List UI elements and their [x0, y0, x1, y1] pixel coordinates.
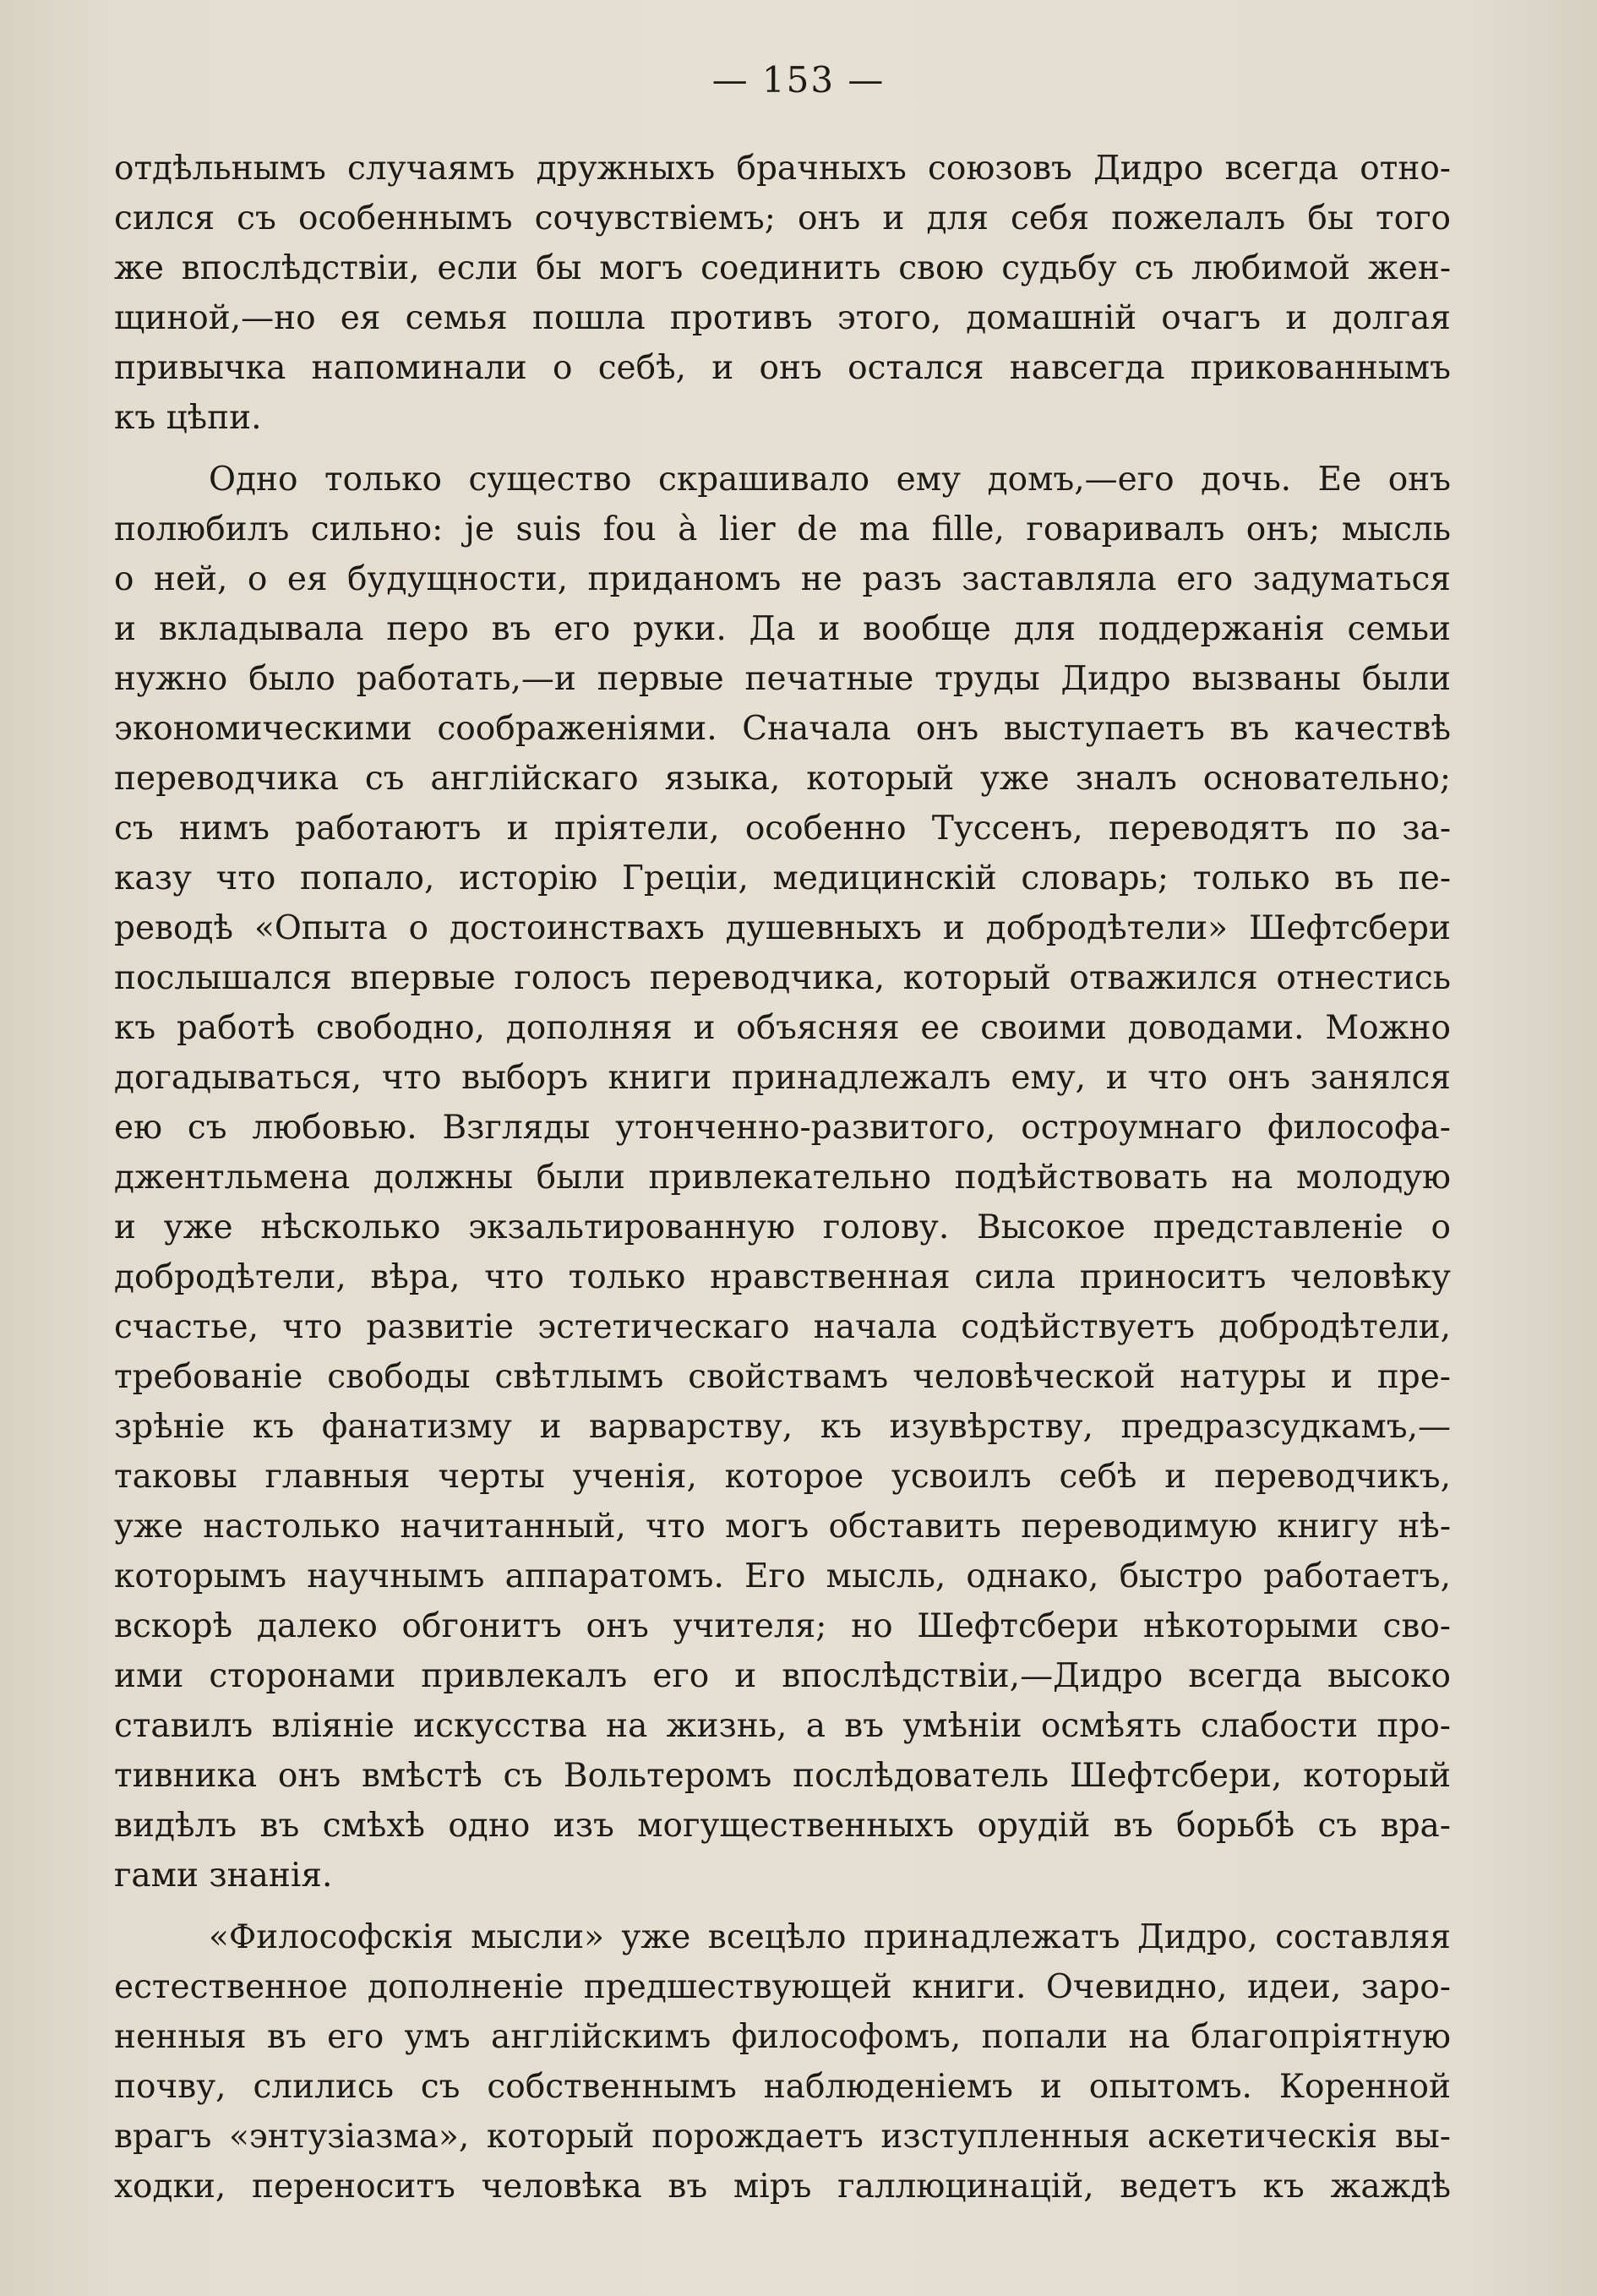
text-line: сился съ особеннымъ сочувствіемъ; онъ и для себя пожелалъ бы того [114, 199, 1451, 237]
text-line: ставилъ вліяніе искусства на жизнь, а въ умѣніи осмѣять слабости про- [114, 1707, 1451, 1745]
text-line: ходки, переноситъ человѣка въ міръ галлюцинацій, ведетъ къ жаждѣ [114, 2168, 1451, 2206]
text-line: тивника онъ вмѣстѣ съ Вольтеромъ послѣдователь Шефтсбери, который [114, 1757, 1451, 1795]
text-line: экономическими соображеніями. Сначала онъ выступаетъ въ качествѣ [114, 710, 1451, 748]
text-line: привычка напоминали о себѣ, и онъ остался навсегда прикованнымъ [114, 349, 1451, 387]
text-line: съ нимъ работаютъ и пріятели, особенно Туссенъ, переводятъ по за- [114, 810, 1451, 848]
text-line: и уже нѣсколько экзальтированную голову. Высокое представленіе о [114, 1208, 1451, 1246]
paragraph-1 [114, 144, 1451, 443]
text-line: послышался впервые голосъ переводчика, который отважился отнестись [114, 959, 1451, 997]
text-line: зрѣніе къ фанатизму и варварству, къ изувѣрству, предразсудкамъ,— [114, 1408, 1451, 1446]
text-line: гами знанія. [114, 1857, 333, 1895]
text-line: переводчика съ англійскаго языка, который уже зналъ основательно; [114, 760, 1451, 798]
text-line: «Философскія мысли» уже всецѣло принадлежатъ Дидро, составляя [209, 1918, 1451, 1956]
text-line: счастье, что развитіе эстетическаго начала содѣйствуетъ добродѣтели, [114, 1308, 1451, 1346]
text-line: къ работѣ свободно, дополняя и объясняя ее своими доводами. Можно [114, 1009, 1451, 1047]
text-line: реводѣ «Опыта о достоинствахъ душевныхъ и добродѣтели» Шефтсбери [114, 909, 1451, 947]
text-line: нужно было работать,—и первые печатные труды Дидро вызваны были [114, 660, 1451, 698]
text-line: Одно только существо скрашивало ему домъ,—его дочь. Ее онъ [209, 461, 1451, 499]
text-line: казу что попало, исторію Греціи, медицинскій словарь; только въ пе- [114, 859, 1451, 897]
page-number: — 153 — [711, 59, 886, 101]
text-line: уже настолько начитанный, что могъ обставить переводимую книгу нѣ- [114, 1508, 1451, 1546]
paragraph-2 [114, 455, 1451, 1901]
text-line: ею съ любовью. Взгляды утонченно-развитого, остроумнаго философа- [114, 1109, 1451, 1147]
text-line: къ цѣпи. [114, 399, 262, 437]
text-line: ненныя въ его умъ англійскимъ философомъ, попали на благопріятную [114, 2018, 1451, 2056]
text-line: врагъ «энтузіазма», который порождаетъ изступленныя аскетическія вы- [114, 2118, 1451, 2156]
paragraph-gap [114, 1901, 1451, 1912]
text-line: ими сторонами привлекалъ его и впослѣдствіи,—Дидро всегда высоко [114, 1657, 1451, 1695]
text-line: джентльмена должны были привлекательно подѣйствовать на молодую [114, 1159, 1451, 1197]
text-line: догадываться, что выборъ книги принадлежалъ ему, и что онъ занялся [114, 1059, 1451, 1097]
text-line: естественное дополненіе предшествующей книги. Очевидно, идеи, заро- [114, 1968, 1451, 2006]
text-line: видѣлъ въ смѣхѣ одно изъ могущественныхъ орудій въ борьбѣ съ вра- [114, 1807, 1451, 1845]
text-line: почву, слились съ собственнымъ наблюденіемъ и опытомъ. Коренной [114, 2068, 1451, 2106]
body-text [114, 144, 1451, 2211]
text-line: о ней, о ея будущности, приданомъ не разъ заставляла его задуматься [114, 560, 1451, 598]
text-line: таковы главныя черты ученія, которое усвоилъ себѣ и переводчикъ, [114, 1458, 1451, 1496]
text-line: полюбилъ сильно: je suis fou à lier de ma fille, говаривалъ онъ; мысль [114, 510, 1451, 548]
text-line: отдѣльнымъ случаямъ дружныхъ брачныхъ союзовъ Дидро всегда отно- [114, 150, 1451, 188]
paragraph-3 [114, 1912, 1451, 2211]
text-line: же впослѣдствіи, если бы могъ соединить свою судьбу съ любимой жен- [114, 249, 1451, 287]
paragraph-gap [114, 443, 1451, 455]
text-line: вскорѣ далеко обгонитъ онъ учителя; но Шефтсбери нѣкоторыми сво- [114, 1607, 1451, 1645]
text-line: добродѣтели, вѣра, что только нравственная сила приноситъ человѣку [114, 1258, 1451, 1296]
text-line: и вкладывала перо въ его руки. Да и вообще для поддержанія семьи [114, 610, 1451, 648]
text-line: требованіе свободы свѣтлымъ свойствамъ человѣческой натуры и пре- [114, 1358, 1451, 1396]
text-line: щиной,—но ея семья пошла противъ этого, домашній очагъ и долгая [114, 299, 1451, 337]
text-line: которымъ научнымъ аппаратомъ. Его мысль, однако, быстро работаетъ, [114, 1557, 1451, 1595]
